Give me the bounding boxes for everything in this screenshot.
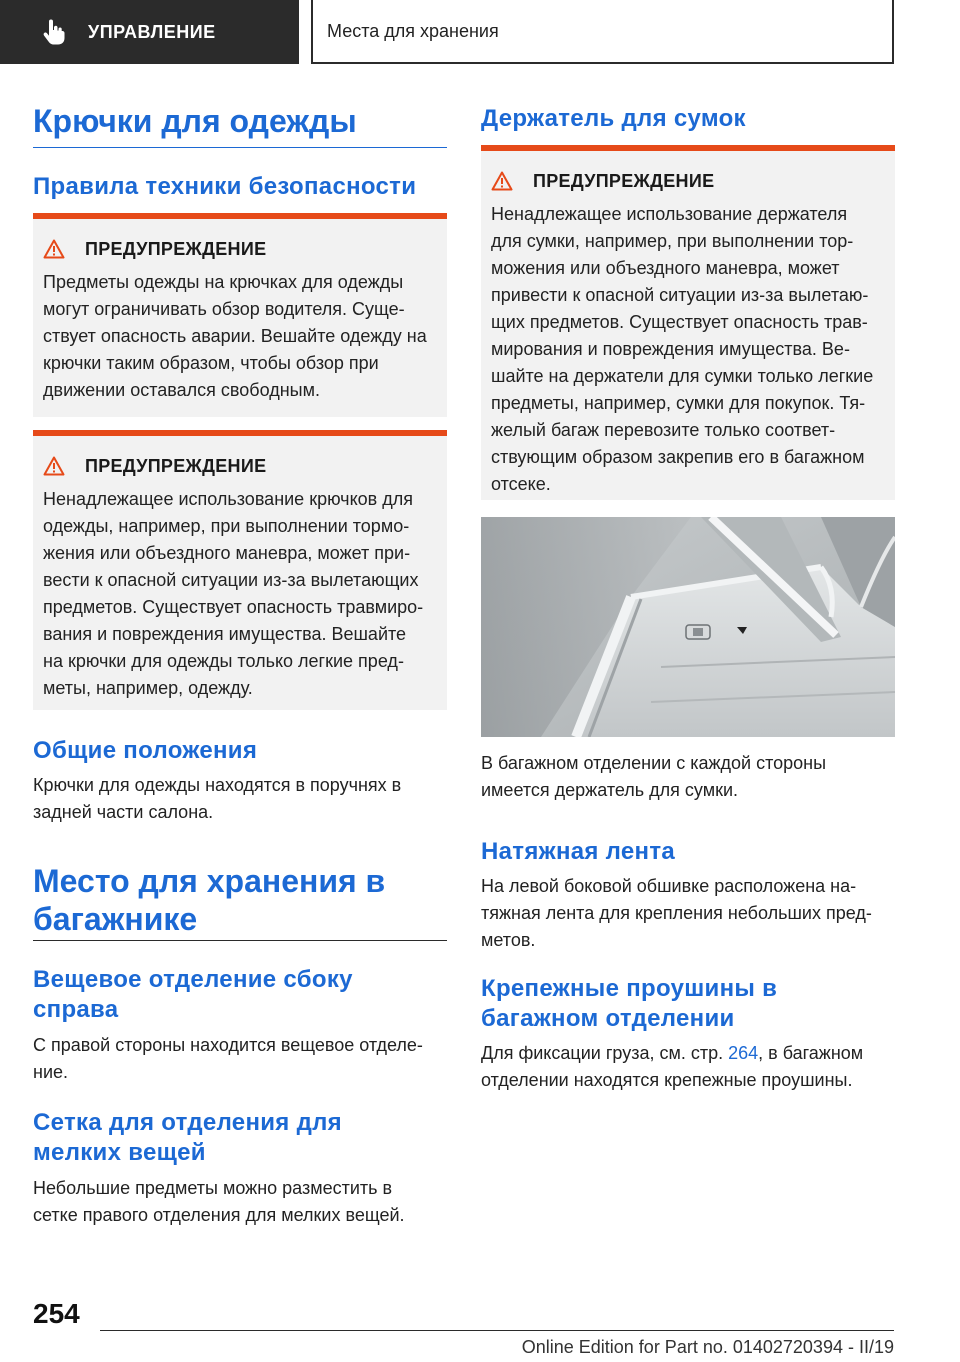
- heading-safety-rules: Правила техники безопасности: [33, 173, 417, 200]
- side-compartment-text: С правой стороны находится вещевое отделе- ние.: [33, 1035, 423, 1082]
- heading-bag-holder: Держатель для сумок: [481, 105, 746, 132]
- page-reference-link[interactable]: 264: [728, 1043, 759, 1063]
- warning-triangle-icon: [43, 456, 65, 476]
- footer-rule: [100, 1330, 894, 1331]
- section-label: УПРАВЛЕНИЕ: [88, 21, 216, 42]
- warning-text: Ненадлежащее использование крючков для одежды, например, при выполнении тормо- жения или объездного маневра, может при- вести к опасной ситуации из-за вылетающих предметов. Существует опасность травмиро- вания и повреждения имущества. Вешайте на крючки для одежды только легкие пред- меты, например, одежду.: [43, 489, 424, 698]
- breadcrumb: [311, 0, 894, 64]
- lashing-eyes-text: Для фиксации груза, см. стр. 264, в багажном отделении находятся крепежные проушины.: [481, 1043, 864, 1090]
- heading-tension-strap: Натяжная лента: [481, 838, 676, 865]
- heading-lashing-eyes: Крепежные проушины в багажном отделении: [481, 975, 778, 1032]
- warning-title: ПРЕДУПРЕЖДЕНИЕ: [85, 238, 267, 259]
- warning-box-1: [33, 213, 447, 417]
- heading-trunk-storage: Место для хранения в багажнике: [33, 863, 386, 937]
- warning-triangle-icon: [43, 239, 65, 259]
- warning-text: Ненадлежащее использование держателя для сумки, например, при выполнении тор- можения или объездного маневра, может привести к опасной ситуации из-за вылетаю- щих предметов. Существует опасность трав- мирования и повреждения имущества. Ве- шайте на держатели для сумки только легкие предметы, например, сумки для покупок. Тя- желый багаж перевозите только соответ- ствующим образом закрепив его в багажном отсеке.: [491, 204, 874, 494]
- trunk-bag-holder-photo: [481, 517, 895, 737]
- strap-text: На левой боковой обшивке расположена на- тяжная лента для крепления небольших пред- метов.: [481, 876, 872, 950]
- heading-rule: [33, 147, 447, 148]
- warning-box-3: [481, 145, 895, 500]
- heading-clothes-hooks: Крючки для одежды: [33, 103, 357, 139]
- breadcrumb-label: Места для хранения: [327, 20, 499, 41]
- heading-side-compartment: Вещевое отделение сбоку справа: [33, 966, 353, 1023]
- heading-small-items-net: Сетка для отделения для мелких вещей: [33, 1109, 342, 1166]
- edition-text: Online Edition for Part no. 01402720394 - II/19: [521, 1337, 894, 1357]
- general-text: Крючки для одежды находятся в поручнях в задней части салона.: [33, 775, 402, 822]
- warning-title: ПРЕДУПРЕЖДЕНИЕ: [533, 170, 715, 191]
- warning-title: ПРЕДУПРЕЖДЕНИЕ: [85, 455, 267, 476]
- net-text: Небольшие предметы можно разместить в сетке правого отделения для мелких вещей.: [33, 1178, 405, 1225]
- warning-box-2: [33, 430, 447, 710]
- warning-triangle-icon: [491, 171, 513, 191]
- heading-rule: [33, 940, 447, 941]
- photo-caption: В багажном отделении с каждой стороны имеется держатель для сумки.: [481, 753, 827, 800]
- hand-pointer-icon: [42, 18, 66, 46]
- heading-general: Общие положения: [33, 737, 258, 764]
- page-number: 254: [33, 1298, 80, 1329]
- section-tab: [0, 0, 299, 64]
- warning-text: Предметы одежды на крючках для одежды могут ограничивать обзор водителя. Суще- ствует опасность аварии. Вешайте одежду на крючки таким образом, чтобы обзор при движении оставался свободным.: [43, 272, 427, 400]
